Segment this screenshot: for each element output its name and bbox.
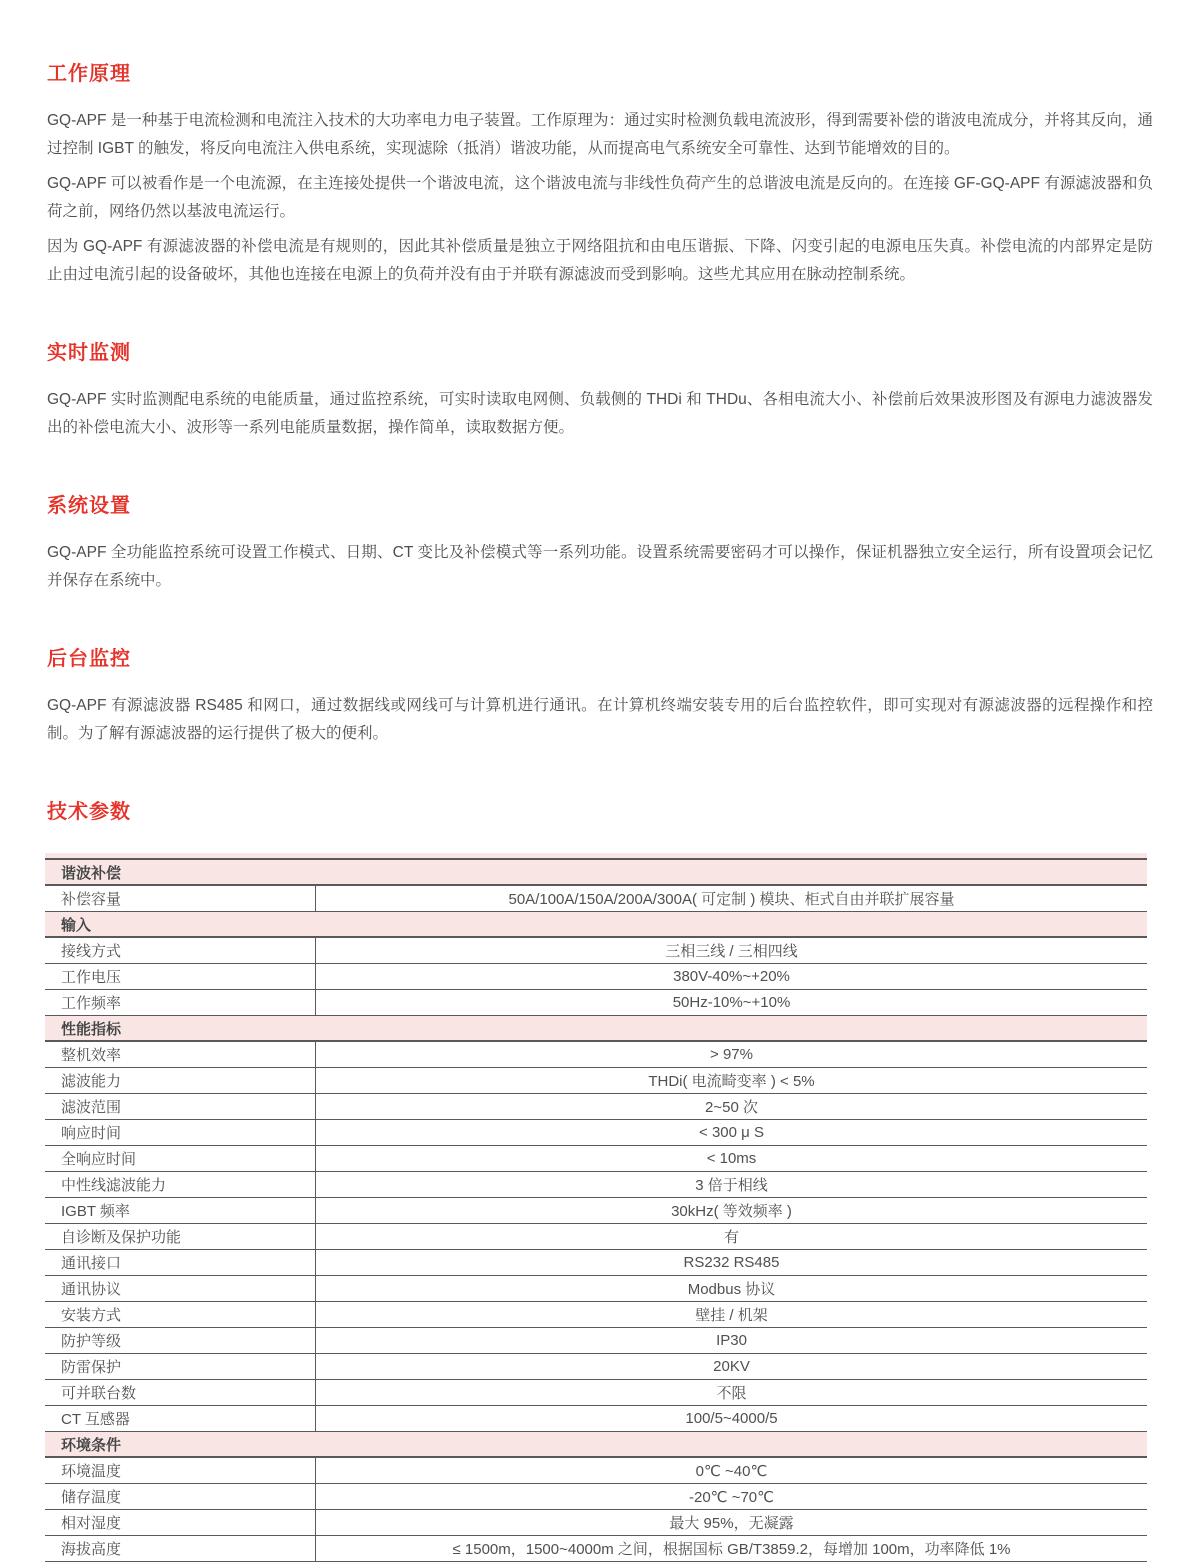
spec-item-row	[45, 1198, 1147, 1224]
paragraph: GQ-APF 有源滤波器 RS485 和网口，通过数据线或网线可与计算机进行通讯。在计算机终端安装专用的后台监控软件，即可实现对有源滤波器的远程操作和控制。为了解有源滤波器的运行提供了极大的便利。	[47, 697, 1153, 742]
spec-row-label: 防护等级	[61, 1333, 122, 1350]
spec-group-row	[45, 860, 1147, 886]
spec-row-value: < 10ms	[315, 1146, 1147, 1171]
spec-row-label: 环境条件	[61, 1436, 122, 1454]
spec-item-row	[45, 1328, 1147, 1354]
spec-row-label: IGBT 频率	[61, 1203, 130, 1220]
spec-row-label: 防雷保护	[61, 1359, 122, 1376]
section-system-settings	[47, 489, 1153, 595]
spec-item-row	[45, 1484, 1147, 1510]
spec-row-label: 谐波补偿	[61, 864, 122, 882]
spec-item-row	[45, 1380, 1147, 1406]
spec-row-value: 最大 95%，无凝露	[315, 1510, 1147, 1535]
spec-row-value: 20KV	[315, 1354, 1147, 1379]
spec-row-value: 30kHz( 等效频率 )	[315, 1198, 1147, 1223]
spec-row-label: 全响应时间	[61, 1151, 137, 1168]
spec-table-top-strip	[45, 853, 1147, 860]
spec-item-row	[45, 990, 1147, 1016]
spec-item-row	[45, 1146, 1147, 1172]
spec-item-row	[45, 964, 1147, 990]
spec-item-row	[45, 1068, 1147, 1094]
spec-group-row	[45, 1432, 1147, 1458]
spec-row-value: > 97%	[315, 1042, 1147, 1067]
spec-row-label: 中性线滤波能力	[61, 1177, 167, 1194]
spec-item-row	[45, 1458, 1147, 1484]
spec-item-row	[45, 1120, 1147, 1146]
spec-row-value: -20℃ ~70℃	[315, 1484, 1147, 1509]
spec-row-value: IP30	[315, 1328, 1147, 1353]
section-technical-parameters	[47, 795, 1153, 1562]
spec-row-label: 通讯协议	[61, 1281, 122, 1298]
spec-row-label: 可并联台数	[61, 1385, 137, 1402]
spec-item-row	[45, 1276, 1147, 1302]
section-title-backend-monitoring: 后台监控	[47, 648, 131, 670]
spec-item-row	[45, 1224, 1147, 1250]
spec-item-row	[45, 886, 1147, 912]
spec-row-label: 性能指标	[61, 1020, 122, 1038]
section-backend-monitoring	[47, 642, 1153, 748]
spec-row-value: < 300 μ S	[315, 1120, 1147, 1145]
spec-row-value: 壁挂 / 机架	[315, 1302, 1147, 1327]
spec-row-label: 工作频率	[61, 995, 122, 1012]
spec-item-row	[45, 1042, 1147, 1068]
spec-item-row	[45, 1406, 1147, 1432]
spec-item-row	[45, 938, 1147, 964]
spec-row-label: 工作电压	[61, 969, 122, 986]
spec-row-label: 自诊断及保护功能	[61, 1229, 182, 1246]
section-working-principle	[47, 57, 1153, 289]
spec-row-value: 不限	[315, 1380, 1147, 1405]
spec-row-label: 滤波能力	[61, 1073, 122, 1090]
spec-row-value: 0℃ ~40℃	[315, 1458, 1147, 1483]
spec-row-value: 100/5~4000/5	[315, 1406, 1147, 1431]
spec-row-label: 输入	[61, 916, 92, 934]
spec-row-value: Modbus 协议	[315, 1276, 1147, 1301]
spec-row-label: 安装方式	[61, 1307, 122, 1324]
spec-row-label: 整机效率	[61, 1047, 122, 1064]
spec-row-value: 2~50 次	[315, 1094, 1147, 1119]
spec-row-label: 接线方式	[61, 943, 122, 960]
spec-row-label: 环境温度	[61, 1463, 122, 1480]
spec-table	[45, 853, 1147, 1562]
spec-row-value: ≤ 1500m，1500~4000m 之间，根据国标 GB/T3859.2，每增加 100m，功率降低 1%	[315, 1536, 1147, 1561]
spec-group-row	[45, 1016, 1147, 1042]
spec-item-row	[45, 1094, 1147, 1120]
spec-row-label: CT 互感器	[61, 1411, 130, 1428]
spec-row-value: 3 倍于相线	[315, 1172, 1147, 1197]
spec-row-value: RS232 RS485	[315, 1250, 1147, 1275]
spec-row-value: 三相三线 / 三相四线	[315, 938, 1147, 963]
spec-row-label: 滤波范围	[61, 1099, 122, 1116]
paragraph: GQ-APF 实时监测配电系统的电能质量，通过监控系统，可实时读取电网侧、负载侧的 THDi 和 THDu、各相电流大小、补偿前后效果波形图及有源电力滤波器发出的补偿电流大小、波形等一系列电能质量数据，操作简单，读取数据方便。	[47, 391, 1153, 436]
spec-row-label: 补偿容量	[61, 891, 122, 908]
spec-row-label: 海拔高度	[61, 1541, 122, 1558]
spec-row-label: 相对湿度	[61, 1515, 122, 1532]
section-title-working-principle: 工作原理	[47, 63, 131, 85]
spec-item-row	[45, 1172, 1147, 1198]
spec-item-row	[45, 1302, 1147, 1328]
paragraph: 因为 GQ-APF 有源滤波器的补偿电流是有规则的，因此其补偿质量是独立于网络阻抗和由电压谐振、下降、闪变引起的电源电压失真。补偿电流的内部界定是防止由过电流引起的设备破坏，其他也连接在电源上的负荷并没有由于并联有源滤波而受到影响。这些尤其应用在脉动控制系统。	[47, 238, 1153, 283]
spec-group-row	[45, 912, 1147, 938]
spec-row-value: 380V-40%~+20%	[315, 964, 1147, 989]
paragraph: GQ-APF 可以被看作是一个电流源，在主连接处提供一个谐波电流，这个谐波电流与非线性负荷产生的总谐波电流是反向的。在连接 GF-GQ-APF 有源滤波器和负荷之前，网络仍然以基波电流运行。	[47, 175, 1153, 220]
spec-item-row	[45, 1510, 1147, 1536]
paragraph: GQ-APF 全功能监控系统可设置工作模式、日期、CT 变比及补偿模式等一系列功能。设置系统需要密码才可以操作，保证机器独立安全运行，所有设置项会记忆并保存在系统中。	[47, 544, 1153, 589]
spec-row-value: 50A/100A/150A/200A/300A( 可定制 ) 模块、柜式自由并联扩展容量	[315, 886, 1147, 911]
spec-row-value: 有	[315, 1224, 1147, 1249]
section-realtime-monitoring	[47, 336, 1153, 442]
spec-row-value: THDi( 电流畸变率 ) < 5%	[315, 1068, 1147, 1093]
spec-row-label: 储存温度	[61, 1489, 122, 1506]
spec-item-row	[45, 1536, 1147, 1562]
spec-item-row	[45, 1354, 1147, 1380]
spec-row-label: 通讯接口	[61, 1255, 122, 1272]
paragraph: GQ-APF 是一种基于电流检测和电流注入技术的大功率电力电子装置。工作原理为：通过实时检测负载电流波形，得到需要补偿的谐波电流成分，并将其反向，通过控制 IGBT 的触发，将反向电流注入供电系统，实现滤除（抵消）谐波功能，从而提高电气系统安全可靠性、达到节能增效的目的。	[47, 112, 1153, 157]
section-title-realtime-monitoring: 实时监测	[47, 342, 131, 364]
document-page	[0, 57, 1200, 1562]
section-title-technical-parameters: 技术参数	[47, 801, 131, 823]
spec-row-value: 50Hz-10%~+10%	[315, 990, 1147, 1015]
spec-item-row	[45, 1250, 1147, 1276]
section-title-system-settings: 系统设置	[47, 495, 131, 517]
spec-table-rows	[45, 860, 1147, 1562]
spec-row-label: 响应时间	[61, 1125, 122, 1142]
